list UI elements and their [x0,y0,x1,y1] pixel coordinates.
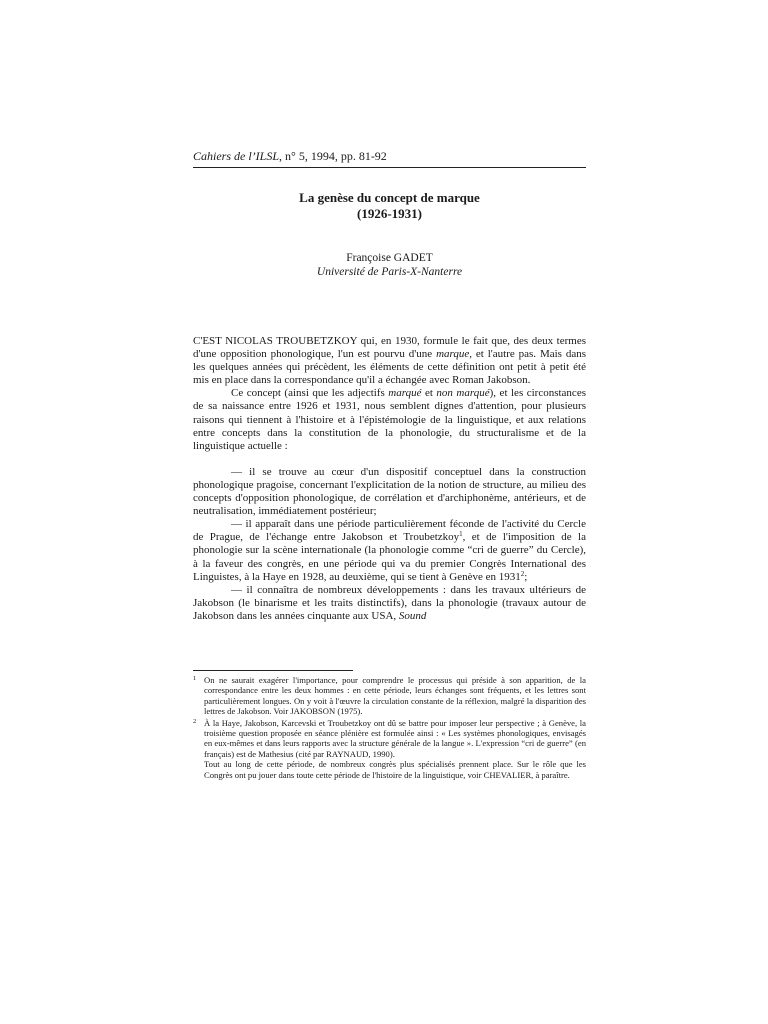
title-line-2: (1926-1931) [357,206,422,221]
running-head [193,149,586,168]
footnote-text-continued: Tout au long de cette période, de nombreux congrès plus spécialisés prennent place. Sur le rôle que les Congrès ont pu jouer dans toute cette période de l'histoire de la linguistique, voir CHEVALIER, à paraître. [204,759,586,780]
paragraph-gap [193,453,586,466]
footnote-ref-1[interactable]: 1 [459,530,463,539]
paragraph-1: C'EST NICOLAS TROUBETZKOY qui, en 1930, formule le fait que, des deux termes d'une opposition phonologique, l'un est pourvu d'une marque, et l'autre pas. Mais dans les quelques années qui précèdent, les éléments de cette définition ont petit à petit été mis en place dans la correspondance qu'il a échangée avec Roman Jakobson. [193,335,586,387]
article-title [193,190,586,222]
footnote-number: 2 [193,717,197,725]
footnote-separator [193,670,353,671]
list-item-1: — il se trouve au cœur d'un dispositif conceptuel dans la construction phonologique pragoise, concernant l'explicitation de la notion de structure, au milieu des concepts d'opposition phonologique, de corrélation et d'archiphonème, antérieurs, et de neutralisation, immédiatement postérieur; [193,465,586,518]
footnote-text: On ne saurait exagérer l'importance, pour comprendre le processus qui préside à son apparition, de la correspondance entre les deux hommes : en cette période, leurs échanges sont fréquents, et les lettres sont particulièrement longues. On y voit à l'œuvre la circulation constante de la réflexion, malgré la disparition des lettres de Jakobson. Voir JAKOBSON (1975). [204,675,586,717]
footnote-ref-2[interactable]: 2 [520,569,525,578]
paragraph-2: Ce concept (ainsi que les adjectifs marqué et non marqué), et les circonstances de sa naissance entre 1926 et 1931, nous semblent dignes d'attention, pour plusieurs raisons qui tiennent à l'histoire et à l'épistémologie de la linguistique, et aux relations entre concepts dans la constitution de la phonologie, du structuralisme et de la linguistique actuelle : [193,387,586,452]
list-item-2: — il apparaît dans une période particulièrement féconde de l'activité du Cercle de Prague, de l'échange entre Jakobson et Troubetzkoy$^1$, et de l'imposition de la phonologie sur la scène internationale (la phonologie comme “cri de guerre” du Cercle), à la faveur des congrès, en une période qui va du premier Congrès International des Linguistes, à la Haye en 1928, au deuxième, qui se tient à Genève en 1931$^2$; [193,518,586,583]
footnote-2 [193,718,586,780]
footnotes [193,675,586,781]
footnote-1 [193,675,586,717]
issue-info: , n° 5, 1994, pp. 81-92 [279,149,387,163]
list-item-3: — il connaîtra de nombreux développements : dans les travaux ultérieurs de Jakobson (le binarisme et les traits distinctifs), dans la phonologie (travaux autour de Jakobson dans les années cinquante aux USA, Sound [193,583,586,622]
footnote-number: 1 [193,675,197,682]
article-body [193,335,586,623]
journal-name: Cahiers de l’ILSL [193,149,280,163]
title-line-1: La genèse du concept de marque [299,190,480,205]
author-name: Françoise GADET [346,252,433,264]
author-affiliation: Université de Paris-X-Nanterre [316,266,463,278]
author-block [193,251,586,279]
footnote-text: À la Haye, Jakobson, Karcevski et Troubetzkoy ont dû se battre pour imposer leur perspective ; à Genève, la troisième question proposée en séance plénière est formulée ainsi : « Les systèmes phonologiques, envisagés en eux-mêmes et dans leurs rapports avec la structure générale de la langue ». L'expression “cri de guerre” (en français) est de Mathesius (cité par RAYNAUD, 1990). [204,717,586,759]
